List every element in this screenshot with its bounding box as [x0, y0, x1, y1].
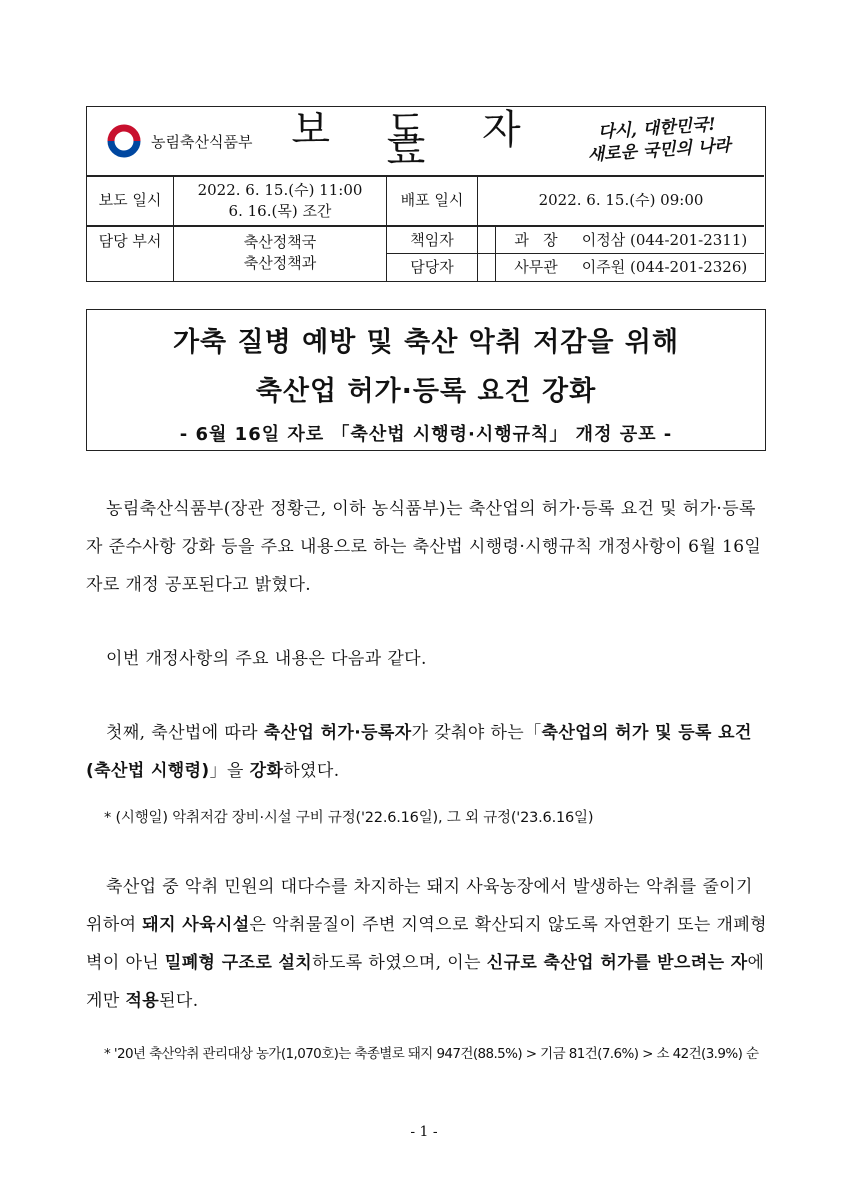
- headline-box: [86, 309, 766, 451]
- distribution-time-label: 배포 일시: [400, 191, 464, 209]
- ministry-logo: [105, 122, 265, 162]
- press-info-table: [86, 106, 766, 282]
- footnote-odor-stats: * '20년 축산악취 관리대상 농가(1,070호)는 축종별로 돼지 947건(88.5%) > 기금 81건(7.6%) > 소 42건(3.9%) 순: [104, 1046, 759, 1062]
- paragraph-first-change: [86, 714, 770, 790]
- p4-text-i: 된다.: [159, 991, 199, 1011]
- p3-text-a: 첫째, 축산법에 따라: [106, 723, 264, 743]
- footnote-effective-date: * (시행일) 악취저감 장비·시설 구비 규정('22.6.16일), 그 외 규정('23.6.16일): [104, 810, 594, 826]
- headline-line2: 축산업 허가·등록 요건 강화: [255, 376, 597, 407]
- p4-bold-d: 밀폐형 구조로 설치: [164, 953, 313, 973]
- paragraph-pig-facility: [86, 868, 770, 1020]
- contact-name: 이주원 (044-201-2326): [581, 258, 748, 276]
- distribution-time-value: 2022. 6. 15.(수) 09:00: [538, 191, 704, 209]
- p4-bold-b: 돼지 사육시설: [142, 915, 250, 935]
- p3-bold-d: 축산업의 허가 및 등록 요건(축산법 시행령): [86, 723, 752, 781]
- p4-text-e: 하도록 하였으며, 이는: [312, 953, 487, 973]
- p3-bold-f: 강화: [249, 761, 284, 781]
- paragraph-intro: 농림축산식품부(장관 정황근, 이하 농식품부)는 축산업의 허가·등록 요건 및 허가·등록자 준수사항 강화 등을 주요 내용으로 하는 축산법 시행령·시행규칙 개정사항이 6월 16일 자로 개정 공포된다고 밝혔다.: [86, 499, 762, 595]
- release-time-value: [174, 176, 386, 225]
- department-label: 담당 부서: [98, 231, 162, 250]
- headline-subtitle: - 6월 16일 자로 「축산법 시행령·시행규칙」 개정 공포 -: [179, 424, 673, 445]
- release-time-line2: 6. 16.(목) 조간: [228, 201, 332, 220]
- release-time-line1: 2022. 6. 15.(수) 11:00: [197, 180, 363, 199]
- responsible-title: 과 장: [514, 231, 558, 249]
- release-time-label: 보도 일시: [98, 191, 162, 209]
- department-line1: 축산정책국: [243, 233, 317, 251]
- p3-text-c: 가 갖춰야 하는「: [411, 723, 542, 743]
- p4-bold-h: 적용: [125, 991, 160, 1011]
- document-type-title: 보 도 자 료: [291, 107, 543, 174]
- department-line2: 축산정책과: [243, 254, 317, 272]
- slogan-line1: 다시, 대한민국!: [597, 114, 717, 143]
- p4-text-c: 은 악취물질이 주변 지역으로 확산되지 않도록 자연환기 또는 개폐형 벽이 아닌: [86, 915, 767, 973]
- p3-bold-b: 축산업 허가·등록자: [263, 723, 412, 743]
- taegeuk-icon: [105, 122, 143, 160]
- page-number: - 1 -: [410, 1124, 438, 1140]
- p4-bold-f: 신규로 축산업 허가를 받으려는 자: [486, 953, 748, 973]
- p4-text-a: 축산업 중 악취 민원의 대다수를 차지하는 돼지 사육농장에서 발생하는 악취를 줄이기 위하여: [86, 877, 753, 935]
- paragraph-summary: 이번 개정사항의 주요 내용은 다음과 같다.: [106, 649, 427, 669]
- p3-text-e: 」을: [209, 761, 250, 781]
- responsible-name: 이정삼 (044-201-2311): [581, 231, 748, 249]
- contact-title: 사무관: [514, 258, 558, 276]
- department-value: [174, 227, 386, 281]
- p3-text-g: 하였다.: [283, 761, 340, 781]
- headline-line1: 가축 질병 예방 및 축산 악취 저감을 위해: [172, 327, 680, 358]
- slogan-line2: 새로운 국민의 나라: [587, 135, 732, 166]
- responsible-label: 책임자: [410, 231, 454, 249]
- p4-text-g: 에게만: [86, 953, 765, 1011]
- ministry-name: 농림축산식품부: [151, 133, 253, 151]
- contact-label: 담당자: [410, 258, 454, 276]
- government-slogan: [575, 111, 758, 173]
